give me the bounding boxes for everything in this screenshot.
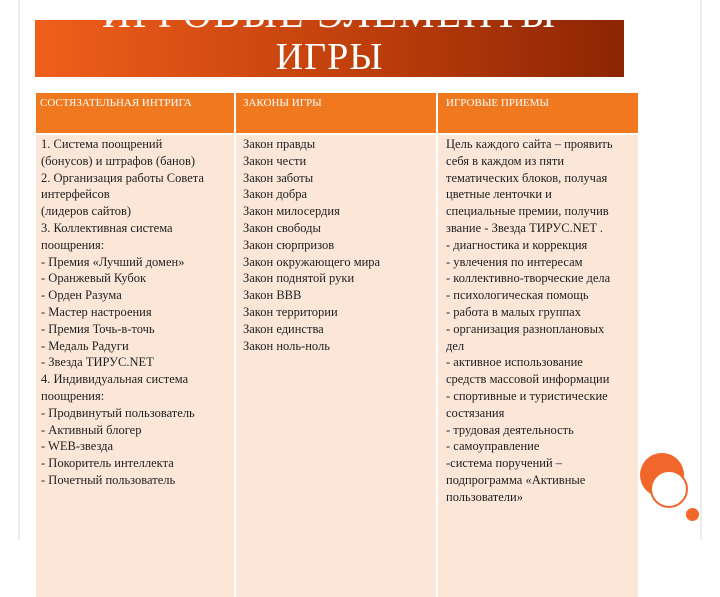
table-body-row: [36, 135, 638, 597]
cell-line: 4. Индивидуальная система: [41, 372, 189, 387]
cell-line: - Продвинутый пользователь: [41, 405, 195, 420]
cell-line: - Активный блогер: [41, 422, 142, 437]
page-title: ИГРЫ: [275, 36, 384, 78]
cell-line: цветные ленточки и: [446, 187, 552, 202]
cell-line: Закон территории: [243, 304, 338, 319]
cell-line: Закон поднятой руки: [243, 271, 355, 286]
cell-line: - коллективно-творческие дела: [446, 271, 611, 286]
cell-line: - трудовая деятельность: [446, 422, 574, 437]
cell-line: - Покоритель интеллекта: [41, 456, 174, 471]
cell-line: Закон ВВВ: [243, 288, 302, 303]
cell-line: - Премия «Лучший домен»: [41, 254, 185, 269]
cell-line: - Почетный пользователь: [41, 472, 176, 487]
cell-line: - WEB-звезда: [41, 439, 114, 454]
header-cell-intrigue: СОСТЯЗАТЕЛЬНАЯ ИНТРИГА: [40, 97, 192, 109]
cell-line: Закон заботы: [243, 170, 314, 185]
cell-line: 2. Организация работы Совета: [41, 170, 204, 185]
cell-line: - организация разноплановых: [446, 321, 605, 336]
cell-line: -система поручений –: [446, 456, 563, 471]
cell-line: 1. Система поощрений: [41, 137, 163, 151]
cell-line: - Звезда ТИРУС.NET: [41, 355, 154, 370]
cell-line: - Орден Разума: [41, 288, 122, 303]
decor-dot: [686, 508, 699, 521]
cell-line: дел: [446, 338, 465, 353]
cell-line: Закон ноль-ноль: [243, 338, 330, 353]
cell-line: Закон чести: [243, 153, 307, 168]
cell-line: специальные премии, получив: [446, 204, 609, 219]
cell-line: - увлечения по интересам: [446, 254, 583, 269]
cell-line: (бонусов) и штрафов (банов): [41, 153, 196, 168]
slide-frame-left: [18, 0, 20, 540]
cell-line: Закон добра: [243, 187, 308, 202]
cell-line: себя в каждом из пяти: [446, 153, 565, 168]
cell-line: - Оранжевый Кубок: [41, 271, 147, 286]
cell-line: поощрения:: [41, 237, 105, 252]
cell-line: 3. Коллективная система: [41, 220, 173, 235]
content-table: [36, 93, 638, 505]
cell-line: Закон окружающего мира: [243, 254, 381, 269]
title-top-line: ИГРОВЫЕ ЭЛЕМЕНТЫ: [101, 0, 558, 36]
cell-line: интерфейсов: [41, 187, 110, 202]
cell-line: - психологическая помощь: [446, 288, 589, 303]
cell-line: - Мастер настроения: [41, 304, 152, 319]
cell-line: - диагностика и коррекция: [446, 237, 588, 252]
cell-intrigue: [36, 135, 234, 490]
cell-line: тематических блоков, получая: [446, 170, 608, 185]
cell-line: Закон правды: [243, 137, 316, 151]
cell-line: - самоуправление: [446, 439, 540, 454]
cell-techniques: [438, 135, 638, 507]
cell-line: - работа в малых группах: [446, 304, 581, 319]
cell-line: средств массовой информации: [446, 372, 610, 387]
cell-line: подпрограмма «Активные: [446, 472, 586, 487]
cell-line: Закон свободы: [243, 220, 321, 235]
cell-line: поощрения:: [41, 388, 105, 403]
cell-line: Закон единства: [243, 321, 324, 336]
cell-line: - активное использование: [446, 355, 583, 370]
cell-line: Закон сюрпризов: [243, 237, 335, 252]
cell-line: Закон милосердия: [243, 204, 340, 219]
cell-line: пользователи»: [446, 489, 523, 504]
decor-circle-outline: [650, 470, 688, 508]
title-bar: [35, 0, 624, 78]
cell-line: - спортивные и туристические: [446, 388, 608, 403]
header-cell-laws: ЗАКОНЫ ИГРЫ: [243, 97, 322, 109]
cell-line: - Премия Точь-в-точь: [41, 321, 155, 336]
table-header-row: [36, 93, 638, 133]
slide-frame-right: [700, 0, 702, 540]
cell-laws: [236, 135, 436, 355]
cell-line: - Медаль Радуги: [41, 338, 129, 353]
cell-line: Цель каждого сайта – проявить: [446, 137, 613, 151]
cell-line: (лидеров сайтов): [41, 204, 132, 219]
cell-line: состязания: [446, 405, 505, 420]
header-cell-techniques: ИГРОВЫЕ ПРИЕМЫ: [446, 97, 549, 109]
cell-line: звание - Звезда ТИРУС.NET .: [446, 220, 604, 235]
